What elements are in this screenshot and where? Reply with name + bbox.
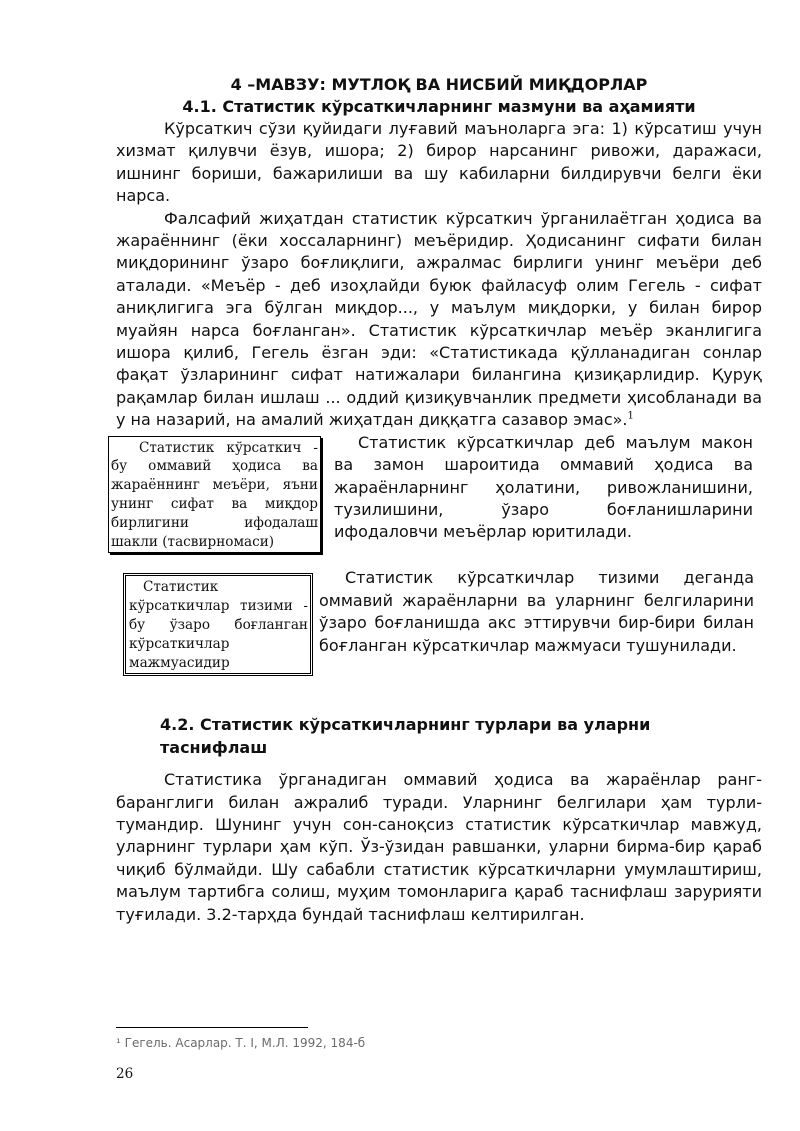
definition-callout-1 <box>108 436 321 554</box>
paragraph-2 <box>116 208 762 432</box>
paragraph-3: Статистик кўрсаткичлар деб маълум макон ва замон шароитида оммавий ҳодиса ва жараёнларнинг ҳолатини, ривожланишини, тузилишини, ўзаро боғланишларини ифодаловчи меъёрлар юритилади. <box>334 432 753 542</box>
paragraph-5: Статистика ўрганадиган оммавий ҳодиса ва жараёнлар ранг-баранглиги билан ажралиб туради. Уларнинг белгилари ҳам турли-тумандир. Шунинг учун сон-саноқсиз статистик кўрсаткичлар мавжуд, уларнинг турлари ҳам кўп. Ўз-ўзидан равшанки, уларни бирма-бир қараб чиқиб бўлмайди. Шу сабабли статистик кўрсаткичларни умумлаштириш, маълум тартибга солиш, муҳим томонларига қараб таснифлаш зарурияти туғилади. 3.2-тарҳда бундай таснифлаш келтирилган. <box>116 770 762 924</box>
footnote: ¹ Гегель. Асарлар. Т. I, М.Л. 1992, 184-б <box>116 1036 366 1050</box>
definition-text-1 <box>334 432 753 544</box>
callout-1-text: Статистик кўрсаткич - бу оммавий ҳодиса ва жараённинг меъёри, яъни унинг сифат ва миқдор бирлигини ифодалаш шакли (тасвирномаси) <box>111 439 318 550</box>
section-title-4-1: 4.1. Статистик кўрсаткичларнинг мазмуни ва аҳамияти <box>182 97 696 116</box>
paragraph-4: Статистик кўрсаткичлар тизими деганда оммавий жараёнларни ва уларнинг белгиларини ўзаро боғланишда акс эттирувчи бир-бири билан боғланган кўрсаткичлар мажмуаси тушунилади. <box>319 568 754 655</box>
footnote-ref: 1 <box>627 410 634 422</box>
page-number: 26 <box>116 1066 134 1082</box>
definition-text-2 <box>319 567 754 657</box>
page-body <box>111 74 762 926</box>
paragraph-1: Кўрсаткич сўзи қуйидаги луғавий маъноларга эга: 1) кўрсатиш учун хизмат қилувчи ёзув, ишора; 2) бирор нарсанинг ривожи, даражаси, ишнинг бориши, бажарилиши ва шу кабиларни билдирувчи белги ёки нарса. <box>116 119 762 206</box>
definition-callout-2 <box>123 573 313 676</box>
callout-2-text: Статистик кўрсаткичлар тизими - бу ўзаро боғланган кўрсаткичлар мажмуасидир <box>129 579 308 671</box>
definition-row-2 <box>116 567 762 676</box>
definition-row-1 <box>111 432 762 554</box>
footnote-divider <box>116 1027 308 1028</box>
section-title-4-2: 4.2. Статистик кўрсаткичларнинг турлари ва уларни таснифлаш <box>160 715 651 757</box>
paragraph-2-text: Фалсафий жиҳатдан статистик кўрсаткич ўрганилаётган ҳодиса ва жараённинг (ёки хоссаларнинг) меъёридир. Ҳодисанинг сифати билан миқдорининг ўзаро боғлиқлиги, ажралмас бирлиги унинг меъёри деб аталади. «Меъёр - деб изоҳлайди буюк файласуф олим Гегель - сифат аниқлигига эга бўлган миқдор..., у маълум миқдорки, у билан бирор муайян нарса боғланган». Статистик кўрсаткичлар меъёр эканлигига ишора қилиб, Гегель ёзган эди: «Статистикада қўлланадиган сонлар фақат ўзларининг сифат натижалари билангина қизиқарлидир. Қуруқ рақамлар билан ишлаш ... оддий қизиқувчанлик предмети ҳисобланади ва у на назарий, на амалий жиҳатдан диққатга сазавор эмас». <box>116 208 762 430</box>
topic-title: 4 –МАВЗУ: МУТЛОҚ ВА НИСБИЙ МИҚДОРЛАР <box>230 75 648 94</box>
